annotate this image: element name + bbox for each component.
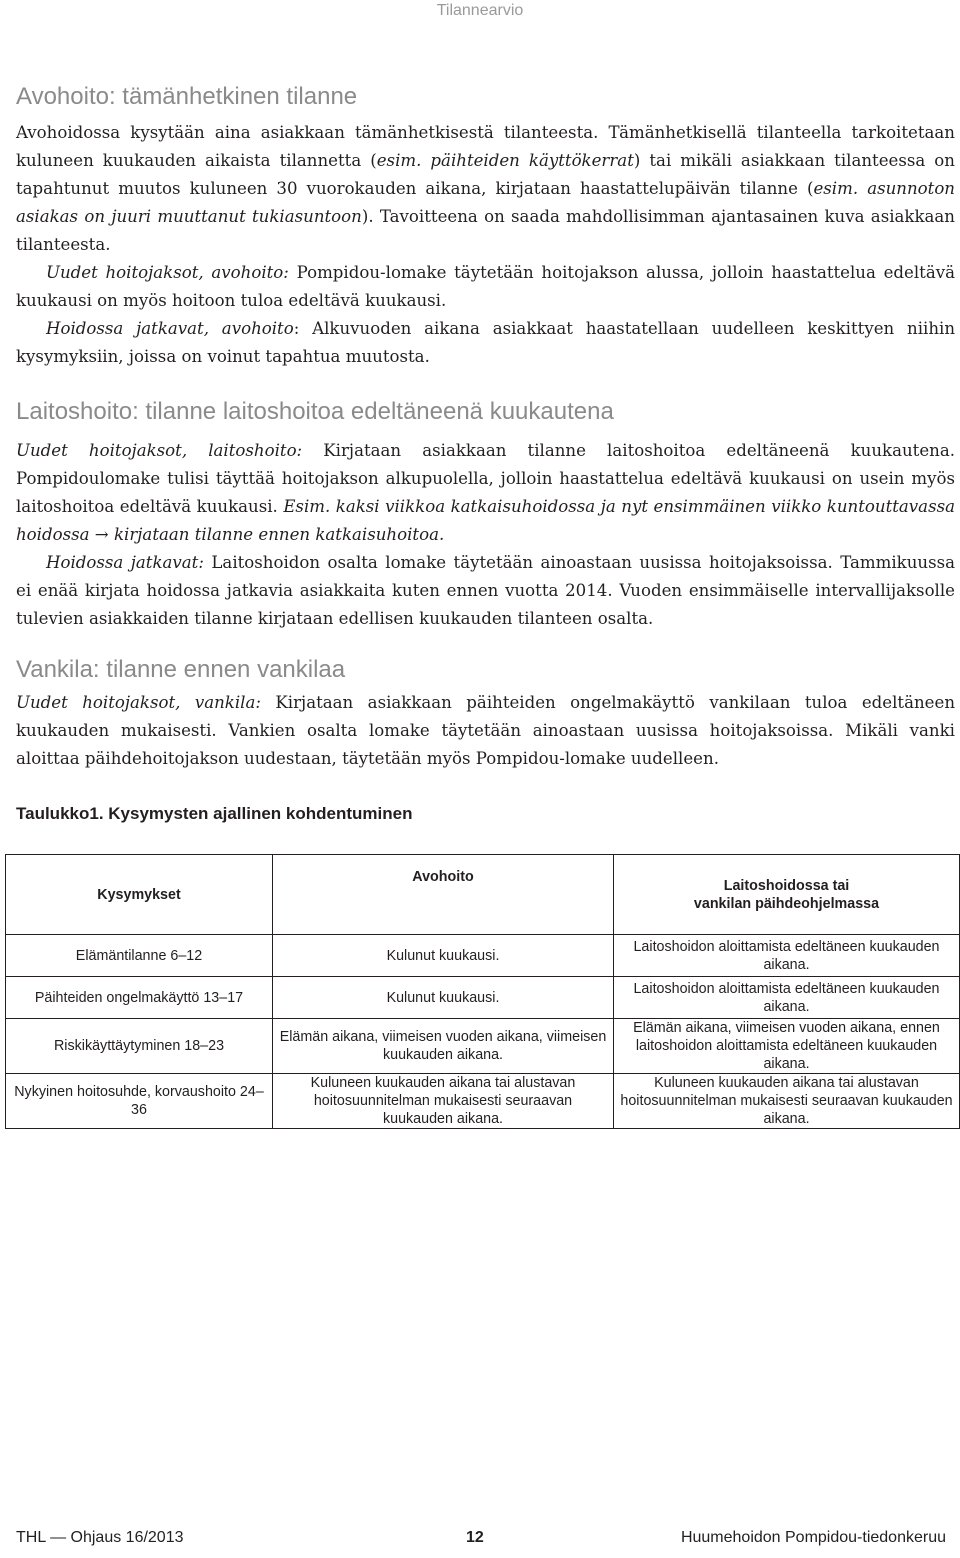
cell-question: Nykyinen hoitosuhde, korvaushoito 24–36 [6, 1074, 273, 1129]
cell-avohoito: Elämän aikana, viimeisen vuoden aikana, viimeisen kuukauden aikana. [273, 1019, 614, 1074]
section-body-vankila [16, 689, 955, 773]
section-heading-avohoito: Avohoito: tämänhetkinen tilanne [16, 83, 358, 110]
table-row [6, 977, 960, 1019]
cell-laitoshoito: Kuluneen kuukauden aikana tai alustavan hoitosuunnitelman mukaisesti seuraavan kuukauden aikana. [614, 1074, 960, 1129]
header-cell-laitoshoito: Laitoshoidossa tai vankilan päihdeohjelmassa [614, 855, 960, 935]
table-caption: Taulukko1. Kysymysten ajallinen kohdentuminen [16, 804, 413, 823]
paragraph-avohoito-new: Uudet hoitojaksot, avohoito: Pompidou-lomake täytetään hoitojakson alussa, jolloin haastattelua edeltävä kuukausi on myös hoitoon tuloa edeltävä kuukausi. [16, 263, 955, 310]
cell-question: Elämäntilanne 6–12 [6, 935, 273, 977]
question-timing-table [5, 854, 960, 1129]
section-body-laitoshoito [16, 437, 955, 633]
arrow-icon: → [89, 525, 114, 544]
paragraph-avohoito-intro: Avohoidossa kysytään aina asiakkaan tämänhetkisestä tilanteesta. Tämänhetkisellä tilanteella tarkoitetaan kuluneen kuukauden aikaista tilannetta (esim. päihteiden käyttökerrat) tai mikäli asiakkaan tilanteessa on tapahtunut muutos kuluneen 30 vuorokauden aikana, kirjataan haastattelupäivän tilanne (esim. asunnoton asiakas on juuri muuttanut tukiasuntoon). Tavoitteena on saada mahdollisimman ajantasainen kuva asiakkaan tilanteesta. [16, 123, 955, 254]
table-row [6, 1074, 960, 1129]
table-header-row [6, 855, 960, 935]
table-row [6, 935, 960, 977]
running-header: Tilannearvio [436, 2, 524, 19]
header-cell-avohoito: Avohoito [273, 855, 614, 935]
cell-avohoito: Kulunut kuukausi. [273, 977, 614, 1019]
footer-publication: THL — Ohjaus 16/2013 [16, 1529, 184, 1546]
paragraph-laitoshoito-new: Uudet hoitojaksot, laitoshoito: Kirjataan asiakkaan tilanne laitoshoitoa edeltäneenä kuukautena. Pompidoulomake tulisi täyttää hoitojakson alkupuolella, jolloin haastattelua edeltävä kuukausi on usein myös laitoshoitoa edeltävä kuukausi. Esim. kaksi viikkoa katkaisuhoidossa ja nyt ensimmäinen viikko kuntouttavassa hoidossa → kirjataan tilanne ennen katkaisuhoitoa. [16, 441, 955, 544]
cell-laitoshoito: Elämän aikana, viimeisen vuoden aikana, ennen laitoshoidon aloittamista edeltäneen kuukauden aikana. [614, 1019, 960, 1074]
cell-question: Riskikäyttäytyminen 18–23 [6, 1019, 273, 1074]
footer-series-title: Huumehoidon Pompidou-tiedonkeruu [680, 1529, 946, 1546]
table-row [6, 1019, 960, 1074]
cell-laitoshoito: Laitoshoidon aloittamista edeltäneen kuukauden aikana. [614, 935, 960, 977]
section-heading-laitoshoito: Laitoshoito: tilanne laitoshoitoa edeltäneenä kuukautena [16, 398, 614, 425]
section-heading-vankila: Vankila: tilanne ennen vankilaa [16, 656, 346, 683]
header-cell-kysymykset: Kysymykset [6, 855, 273, 935]
cell-avohoito: Kulunut kuukausi. [273, 935, 614, 977]
paragraph-vankila-new: Uudet hoitojaksot, vankila: Kirjataan asiakkaan päihteiden ongelmakäyttö vankilaan tuloa edeltäneen kuukauden mukaisesti. Vankien osalta lomake täytetään ainoastaan uusissa hoitojaksoissa. Mikäli vanki aloittaa päihdehoitojakson uudestaan, täytetään myös Pompidou-lomake uudelleen. [16, 693, 956, 768]
cell-question: Päihteiden ongelmakäyttö 13–17 [6, 977, 273, 1019]
cell-avohoito: Kuluneen kuukauden aikana tai alustavan hoitosuunnitelman mukaisesti seuraavan kuukauden aikana. [273, 1074, 614, 1129]
cell-laitoshoito: Laitoshoidon aloittamista edeltäneen kuukauden aikana. [614, 977, 960, 1019]
section-body-avohoito [16, 119, 955, 371]
page-number: 12 [466, 1529, 484, 1546]
paragraph-avohoito-continuing: Hoidossa jatkavat, avohoito: Alkuvuoden aikana asiakkaat haastatellaan uudelleen keskittyen niihin kysymyksiin, joissa on voinut tapahtua muutosta. [16, 319, 956, 366]
paragraph-laitoshoito-continuing: Hoidossa jatkavat: Laitoshoidon osalta lomake täytetään ainoastaan uusissa hoitojaksoissa. Tammikuussa ei enää kirjata hoidossa jatkavia asiakkaita kuten ennen vuotta 2014. Vuoden ensimmäiselle intervallijaksolle tulevien asiakkaiden tilanne kirjataan edellisen kuukauden tilanteen osalta. [16, 553, 956, 628]
